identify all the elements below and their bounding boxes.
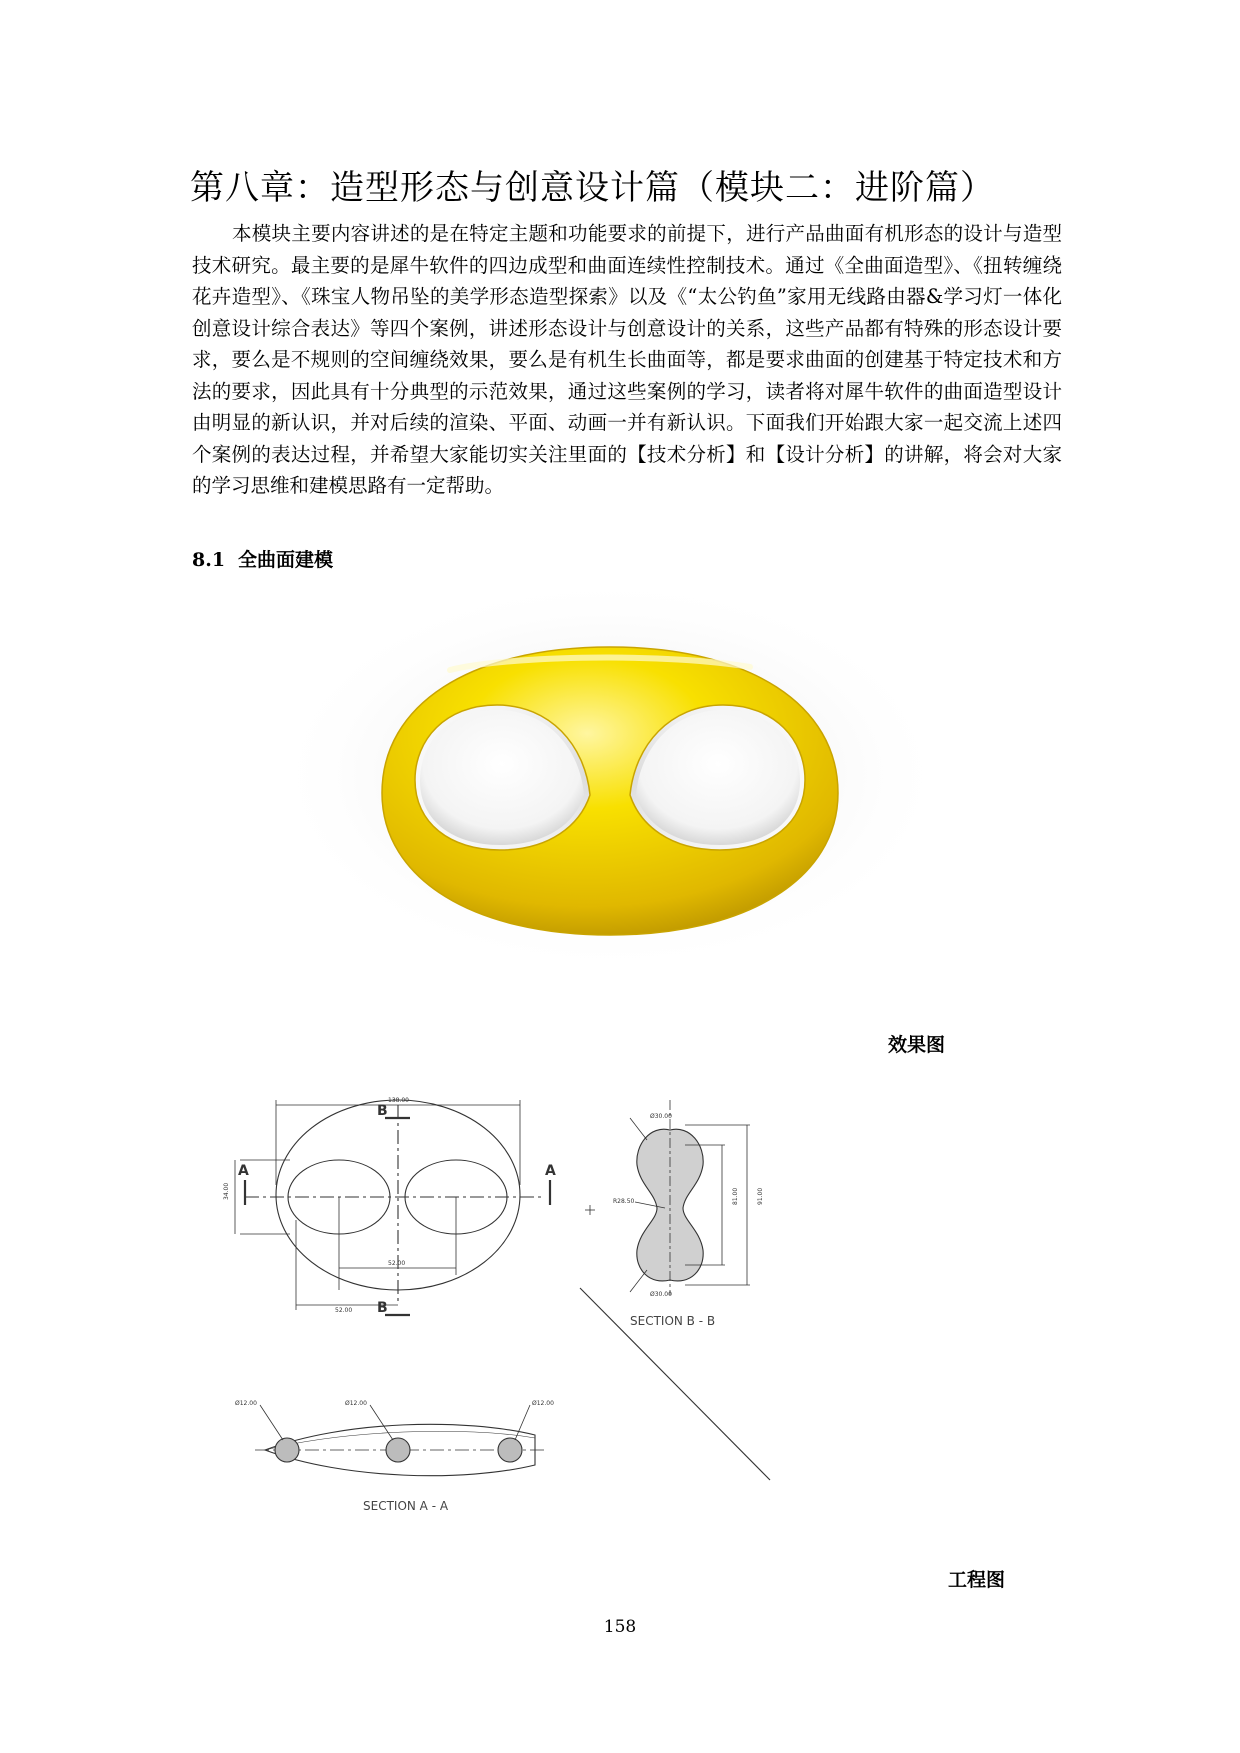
aa-circle-mid	[386, 1438, 410, 1462]
aa-dia-right: Ø12.00	[532, 1400, 554, 1407]
bb-radius: R28.50	[613, 1198, 635, 1205]
engineering-drawing	[223, 1090, 840, 1560]
drawing-caption: 工程图	[948, 1569, 1006, 1591]
section-heading	[192, 545, 333, 572]
label-b-top: B	[377, 1103, 388, 1119]
aa-circle-right	[498, 1438, 522, 1462]
yellow-ring-model	[382, 647, 838, 935]
section-number: 8.1	[192, 549, 226, 571]
page-number: 158	[603, 1617, 637, 1637]
bb-top-dia: Ø30.00	[650, 1113, 672, 1120]
dim-height: 34.00	[223, 1182, 230, 1200]
render-figure	[250, 575, 970, 1005]
label-a-left: A	[238, 1163, 249, 1179]
dim-hole: 52.00	[335, 1307, 353, 1314]
label-a-right: A	[545, 1163, 556, 1179]
aa-dia-left: Ø12.00	[235, 1400, 257, 1407]
section-bb-label: SECTION B - B	[630, 1314, 716, 1328]
dim-center: 52.00	[388, 1260, 406, 1267]
bb-outer-dim: 91.00	[757, 1187, 764, 1205]
aa-dia-mid: Ø12.00	[345, 1400, 367, 1407]
render-caption: 效果图	[888, 1034, 946, 1056]
dim-width: 138.00	[388, 1097, 409, 1104]
chapter-title: 第八章：造型形态与创意设计篇（模块二：进阶篇）	[190, 168, 995, 208]
bb-bottom-dia: Ø30.00	[650, 1291, 672, 1298]
aa-circle-left	[275, 1438, 299, 1462]
section-title: 全曲面建模	[238, 549, 334, 571]
bb-inner-dim: 81.00	[732, 1187, 739, 1205]
label-b-bottom: B	[377, 1300, 388, 1316]
intro-paragraph: 本模块主要内容讲述的是在特定主题和功能要求的前提下，进行产品曲面有机形态的设计与造型技术研究。最主要的是犀牛软件的四边成型和曲面连续性控制技术。通过《全曲面造型》、《扭转缠绕花卉造型》、《珠宝人物吊坠的美学形态造型探索》以及《“太公钓鱼”家用无线路由器&学习灯一体化创意设计综合表达》等四个案例，讲述形态设计与创意设计的关系，这些产品都有特殊的形态设计要求，要么是不规则的空间缠绕效果，要么是有机生长曲面等，都是要求曲面的创建基于特定技术和方法的要求，因此具有十分典型的示范效果，通过这些案例的学习，读者将对犀牛软件的曲面造型设计由明显的新认识，并对后续的渲染、平面、动画一并有新认识。下面我们开始跟大家一起交流上述四个案例的表达过程，并希望大家能切实关注里面的【技术分析】和【设计分析】的讲解，将会对大家的学习思维和建模思路有一定帮助。	[192, 222, 1062, 497]
section-aa-label: SECTION A - A	[363, 1499, 449, 1513]
